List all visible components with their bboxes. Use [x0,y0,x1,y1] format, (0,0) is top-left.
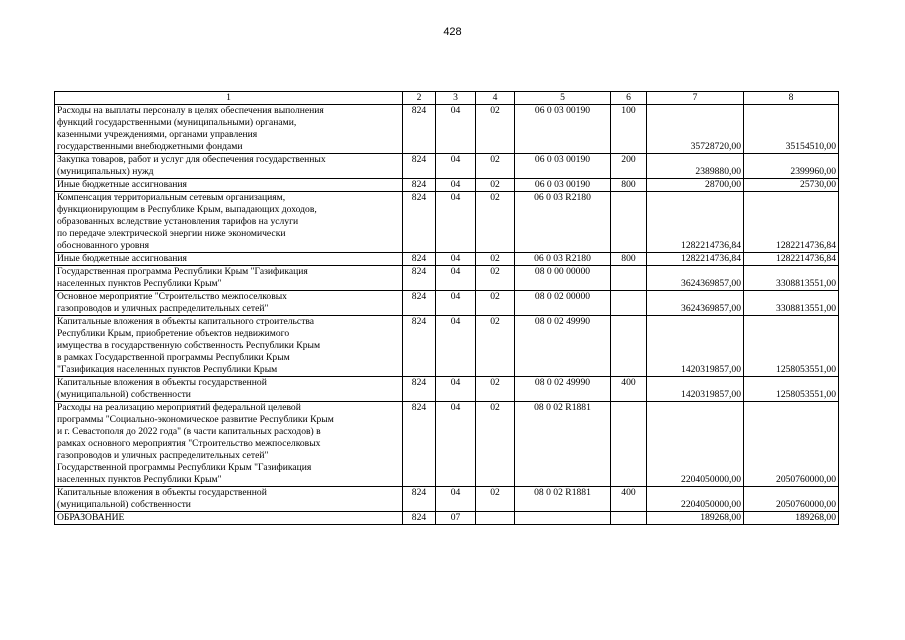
section-cell: 04 [436,402,476,487]
admin-code-cell: 824 [403,266,436,291]
section-cell: 04 [436,487,476,512]
amount-year1-cell: 3624369857,00 [647,266,744,291]
expense-type-cell [611,316,647,377]
amount-year1-cell: 1282214736,84 [647,253,744,266]
amount-year2-cell: 189268,00 [744,512,839,525]
section-cell: 04 [436,253,476,266]
subsection-cell [476,512,515,525]
target-article-cell: 06 0 03 00190 [515,179,611,192]
page-number: 428 [443,26,462,38]
column-header: 7 [647,92,744,105]
section-cell: 04 [436,179,476,192]
column-header: 1 [55,92,403,105]
target-article-cell: 08 0 02 R1881 [515,487,611,512]
expense-type-cell [611,291,647,316]
amount-year1-cell: 3624369857,00 [647,291,744,316]
admin-code-cell: 824 [403,487,436,512]
admin-code-cell: 824 [403,105,436,154]
column-header: 8 [744,92,839,105]
subsection-cell: 02 [476,291,515,316]
admin-code-cell: 824 [403,377,436,402]
expense-type-cell: 800 [611,179,647,192]
amount-year2-cell: 2050760000,00 [744,402,839,487]
header-row [55,92,839,105]
target-article-cell: 06 0 03 00190 [515,154,611,179]
target-article-cell: 08 0 02 R1881 [515,402,611,487]
amount-year2-cell: 3308813551,00 [744,266,839,291]
column-header: 3 [436,92,476,105]
subsection-cell: 02 [476,316,515,377]
target-article-cell: 08 0 00 00000 [515,266,611,291]
expense-type-cell: 200 [611,154,647,179]
row-name-cell: Капитальные вложения в объекты капитального строительства Республики Крым, приобретение объектов недвижимого имущества в государственную собственность Республики Крым в рамках Государственной программы Республики Крым "Газификация населенных пунктов Республики Крым [55,316,403,377]
table-row [55,402,839,487]
row-name-cell: Капитальные вложения в объекты государственной (муниципальной) собственности [55,377,403,402]
column-header: 4 [476,92,515,105]
amount-year1-cell: 2204050000,00 [647,487,744,512]
section-cell: 04 [436,316,476,377]
table-row [55,291,839,316]
section-cell: 04 [436,154,476,179]
row-name-cell: Расходы на реализацию мероприятий федеральной целевой программы "Социально-экономическое развитие Республики Крым и г. Севастополя до 2022 года" (в части капитальных расходов) в рамках основного мероприятия "Строительство межпоселковых газопроводов и уличных распределительных сетей" Государственной программы Республики Крым "Газификация населенных пунктов Республики Крым" [55,402,403,487]
row-name-cell: Капитальные вложения в объекты государственной (муниципальной) собственности [55,487,403,512]
row-name-cell: Компенсация территориальным сетевым организациям, функционирующим в Республике Крым, выпадающих доходов, образованных вследствие установления тарифов на услуги по передаче электрической энергии ниже экономически обоснованного уровня [55,192,403,253]
amount-year1-cell: 2389880,00 [647,154,744,179]
table-row [55,154,839,179]
amount-year2-cell: 1258053551,00 [744,316,839,377]
amount-year1-cell: 1420319857,00 [647,316,744,377]
subsection-cell: 02 [476,377,515,402]
table-row [55,512,839,525]
amount-year2-cell: 2399960,00 [744,154,839,179]
section-cell: 07 [436,512,476,525]
section-cell: 04 [436,291,476,316]
subsection-cell: 02 [476,105,515,154]
section-cell: 04 [436,192,476,253]
subsection-cell: 02 [476,402,515,487]
expense-type-cell [611,402,647,487]
amount-year2-cell: 25730,00 [744,179,839,192]
row-name-cell: Государственная программа Республики Крым "Газификация населенных пунктов Республики Крым" [55,266,403,291]
row-name-cell: Закупка товаров, работ и услуг для обеспечения государственных (муниципальных) нужд [55,154,403,179]
subsection-cell: 02 [476,154,515,179]
target-article-cell: 08 0 02 00000 [515,291,611,316]
amount-year2-cell: 1258053551,00 [744,377,839,402]
expense-type-cell: 800 [611,253,647,266]
expense-type-cell [611,512,647,525]
amount-year1-cell: 189268,00 [647,512,744,525]
row-name-cell: Основное мероприятие "Строительство межпоселковых газопроводов и уличных распределительных сетей" [55,291,403,316]
budget-table [54,91,839,525]
amount-year1-cell: 28700,00 [647,179,744,192]
table-row [55,192,839,253]
amount-year1-cell: 1420319857,00 [647,377,744,402]
subsection-cell: 02 [476,266,515,291]
amount-year1-cell: 35728720,00 [647,105,744,154]
subsection-cell: 02 [476,179,515,192]
admin-code-cell: 824 [403,192,436,253]
row-name-cell: Иные бюджетные ассигнования [55,179,403,192]
table-row [55,179,839,192]
expense-type-cell: 400 [611,377,647,402]
target-article-cell [515,512,611,525]
subsection-cell: 02 [476,253,515,266]
subsection-cell: 02 [476,487,515,512]
target-article-cell: 08 0 02 49990 [515,316,611,377]
expense-type-cell [611,266,647,291]
admin-code-cell: 824 [403,253,436,266]
amount-year2-cell: 2050760000,00 [744,487,839,512]
section-cell: 04 [436,105,476,154]
column-header: 5 [515,92,611,105]
table-row [55,377,839,402]
target-article-cell: 08 0 02 49990 [515,377,611,402]
target-article-cell: 06 0 03 00190 [515,105,611,154]
admin-code-cell: 824 [403,179,436,192]
target-article-cell: 06 0 03 R2180 [515,253,611,266]
target-article-cell: 06 0 03 R2180 [515,192,611,253]
table-row [55,105,839,154]
admin-code-cell: 824 [403,291,436,316]
subsection-cell: 02 [476,192,515,253]
expense-type-cell: 400 [611,487,647,512]
table-row [55,316,839,377]
column-header: 6 [611,92,647,105]
expense-type-cell [611,192,647,253]
amount-year2-cell: 3308813551,00 [744,291,839,316]
row-name-cell: Расходы на выплаты персоналу в целях обеспечения выполнения функций государственными (муниципальными) органами, казенными учреждениями, органами управления государственными внебюджетными фондами [55,105,403,154]
section-cell: 04 [436,377,476,402]
amount-year2-cell: 1282214736,84 [744,253,839,266]
table-row [55,266,839,291]
row-name-cell: ОБРАЗОВАНИЕ [55,512,403,525]
row-name-cell: Иные бюджетные ассигнования [55,253,403,266]
amount-year1-cell: 1282214736,84 [647,192,744,253]
section-cell: 04 [436,266,476,291]
admin-code-cell: 824 [403,512,436,525]
table-row [55,487,839,512]
admin-code-cell: 824 [403,154,436,179]
expense-type-cell: 100 [611,105,647,154]
amount-year1-cell: 2204050000,00 [647,402,744,487]
column-header: 2 [403,92,436,105]
admin-code-cell: 824 [403,316,436,377]
amount-year2-cell: 35154510,00 [744,105,839,154]
amount-year2-cell: 1282214736,84 [744,192,839,253]
admin-code-cell: 824 [403,402,436,487]
table-row [55,253,839,266]
